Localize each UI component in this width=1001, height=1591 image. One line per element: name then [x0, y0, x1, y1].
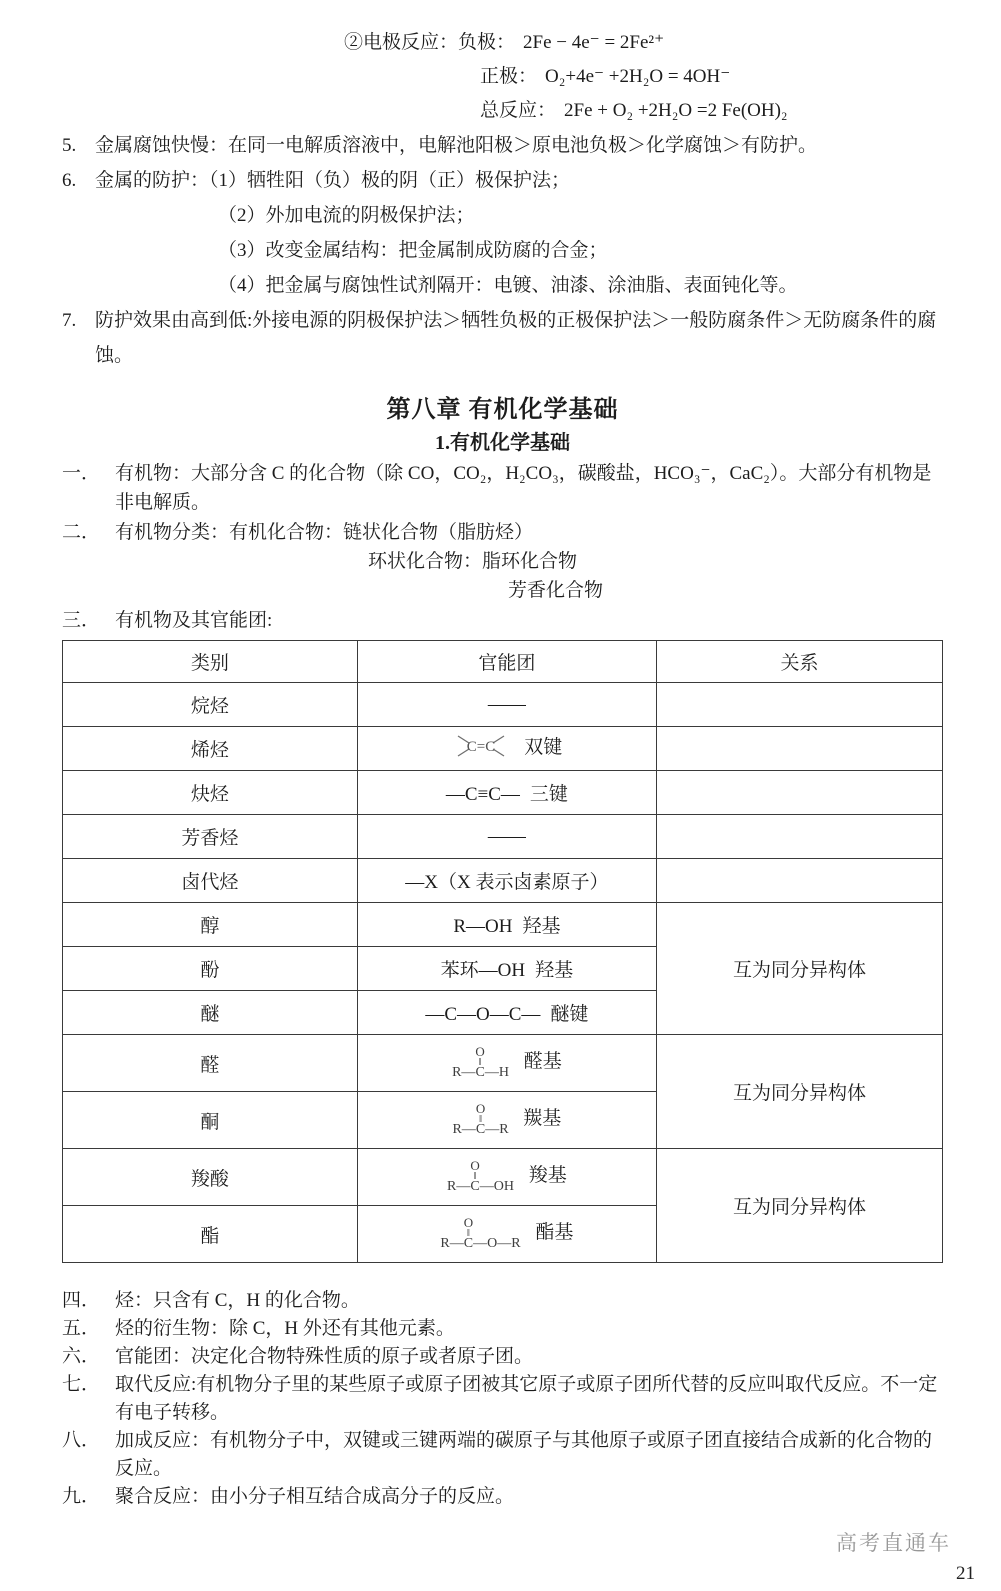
- list-item-organic-1: [62, 459, 943, 517]
- item-text: 有机物及其官能团:: [115, 610, 273, 631]
- item-number: 5.: [62, 135, 77, 156]
- electrode-reaction-positive: [480, 60, 943, 94]
- functional-group-text: —C—O—C—: [425, 1004, 541, 1025]
- functional-group-cell: [357, 1149, 656, 1206]
- item-text: 有机物：大部分含 C 的化合物（除 CO，CO₂，H₂CO₃，碳酸盐，HCO₃⁻，CaC₂）。大部分有机物是非电解质。: [115, 463, 932, 513]
- double-bond-symbol: ‖: [466, 1227, 470, 1240]
- positive-electrode-equation: O₂+4e⁻ +2H₂O = 4OH⁻: [545, 66, 731, 87]
- functional-group-cell: [357, 771, 656, 815]
- category-cell: 炔烃: [63, 771, 358, 815]
- functional-group-label: 酯基: [535, 1222, 574, 1244]
- page-number: 21: [956, 1563, 975, 1584]
- functional-group-cell: [357, 859, 656, 903]
- negative-electrode-equation: 2Fe − 4e⁻ = 2Fe²⁺: [523, 32, 665, 53]
- aldehyde-structural-formula: [452, 1045, 509, 1081]
- functional-group-label: 醛基: [523, 1051, 562, 1073]
- item-text: 防护效果由高到低:外接电源的阴极保护法＞牺牲负极的正极保护法＞一般防腐条件＞无防腐条件的腐蚀。: [95, 310, 937, 366]
- list-item-organic-3: [62, 606, 943, 635]
- functional-group-label: 羧基: [528, 1165, 567, 1187]
- total-reaction-label: 总反应：: [480, 100, 557, 121]
- formula-oxygen: O: [470, 1158, 480, 1174]
- category-cell: 烷烃: [63, 683, 358, 727]
- formula-left: R—: [452, 1065, 476, 1081]
- electrode-reactions-block: [344, 26, 943, 128]
- table-row-aromatic: [63, 815, 943, 859]
- col-header-relation: 关系: [656, 641, 942, 683]
- table-row-alkene: [63, 727, 943, 771]
- item-text: 烃：只含有 C，H 的化合物。: [115, 1290, 360, 1311]
- table-row-carboxylic-acid: [63, 1149, 943, 1206]
- item-text: 聚合反应：由小分子相互结合成高分子的反应。: [115, 1486, 515, 1507]
- item-text: 加成反应：有机物分子中，双键或三键两端的碳原子与其他原子或原子团直接结合成新的化合物的反应。: [115, 1430, 933, 1479]
- functional-group-label: 羰基: [523, 1108, 562, 1130]
- relation-cell: [656, 859, 942, 903]
- list-item-5-hydrocarbon-derivative: [62, 1315, 943, 1343]
- category-cell: 酚: [63, 947, 358, 991]
- functional-group-label: 三键: [529, 784, 568, 805]
- item-number: 二．: [62, 522, 101, 543]
- double-bond-symbol: ‖: [473, 1170, 477, 1183]
- formula-right: —H: [484, 1065, 509, 1081]
- relation-cell: [656, 727, 942, 771]
- classification-line-cyclic: 环状化合物：脂环化合物: [368, 551, 578, 572]
- item-text: 金属的防护：（1）牺牲阳（负）极的阴（正）极保护法；: [95, 170, 571, 191]
- list-item-6: [62, 163, 943, 198]
- category-cell: 醇: [63, 903, 358, 947]
- relation-cell: [656, 815, 942, 859]
- col-header-functional-group: 官能团: [357, 641, 656, 683]
- carbon-double-bond-structure-icon: [452, 731, 510, 767]
- list-item-9-polymerization: [62, 1483, 943, 1511]
- functional-group-cell: [357, 947, 656, 991]
- item-number: 四．: [62, 1290, 101, 1311]
- list-item-6-functional-group: [62, 1343, 943, 1371]
- item-number: 7.: [62, 310, 77, 331]
- item-text: 官能团：决定化合物特殊性质的原子或者原子团。: [115, 1346, 534, 1367]
- item-number: 六．: [62, 1346, 101, 1367]
- total-reaction: [480, 94, 943, 128]
- list-item-7-substitution: [62, 1371, 943, 1427]
- formula-left: R—: [452, 1122, 476, 1138]
- functional-group-cell: [357, 1206, 656, 1263]
- category-cell: 酯: [63, 1206, 358, 1263]
- formula-right: —O—R: [473, 1236, 521, 1252]
- item-text: 金属腐蚀快慢：在同一电解质溶液中，电解池阳极＞原电池负极＞化学腐蚀＞有防护。: [95, 135, 818, 156]
- item-text: 烃的衍生物：除 C，H 外还有其他元素。: [115, 1318, 455, 1339]
- negative-electrode-label: 负极：: [458, 32, 516, 53]
- list-item-6-sub-4: （4）把金属与腐蚀性试剂隔开：电镀、油漆、涂油脂、表面钝化等。: [218, 275, 798, 296]
- item-text: 取代反应:有机物分子里的某些原子或原子团被其它原子或原子团所代替的反应叫取代反应。不一定有电子转移。: [115, 1374, 938, 1423]
- relation-cell: [656, 771, 942, 815]
- table-row-halohydrocarbon: [63, 859, 943, 903]
- carboxyl-structural-formula: [447, 1159, 514, 1195]
- formula-carbon: C: [470, 1179, 480, 1195]
- formula-left: R—: [447, 1179, 471, 1195]
- item-number: 五．: [62, 1318, 101, 1339]
- category-cell: 卤代烃: [63, 859, 358, 903]
- category-cell: 醚: [63, 991, 358, 1035]
- ketone-structural-formula: [452, 1102, 508, 1138]
- item-number: 七．: [62, 1374, 101, 1395]
- positive-electrode-label: 正极：: [480, 66, 538, 87]
- formula-oxygen: O: [475, 1044, 485, 1060]
- functional-group-text: ——: [487, 825, 526, 847]
- functional-group-label: 羟基: [522, 916, 561, 937]
- relation-cell-isomers-2: 互为同分异构体: [656, 1035, 942, 1149]
- list-item-6-sub-2: （2）外加电流的阴极保护法；: [218, 205, 475, 226]
- electrode-reaction-negative: [344, 26, 943, 60]
- relation-cell: [656, 683, 942, 727]
- relation-cell-isomers-3: 互为同分异构体: [656, 1149, 942, 1263]
- functional-group-cell: [357, 727, 656, 771]
- list-item-4: [62, 1287, 943, 1315]
- functional-group-cell: [357, 991, 656, 1035]
- functional-group-label: 醚键: [550, 1004, 589, 1025]
- list-item-8-addition: [62, 1427, 943, 1483]
- functional-group-label: 羟基: [535, 960, 574, 981]
- formula-carbon: C: [475, 1065, 485, 1081]
- double-bond-symbol: ‖: [478, 1113, 483, 1126]
- functional-group-cell: [357, 1092, 656, 1149]
- item-number: 一．: [62, 463, 101, 484]
- formula-oxygen: O: [475, 1101, 486, 1117]
- category-cell: 酮: [63, 1092, 358, 1149]
- double-bond-text: C=C: [466, 738, 495, 755]
- item-number: 6.: [62, 170, 77, 191]
- category-cell: 芳香烃: [63, 815, 358, 859]
- formula-carbon: C: [475, 1122, 486, 1138]
- classification-line-aromatic: 芳香化合物: [508, 580, 604, 601]
- functional-group-label: 双键: [524, 736, 563, 758]
- formula-carbonyl-stack: [464, 1216, 473, 1252]
- list-item-6-sub-3: （3）改变金属结构：把金属制成防腐的合金；: [218, 240, 608, 261]
- functional-group-text: 苯环—OH: [440, 960, 526, 981]
- formula-carbonyl-stack: [476, 1102, 485, 1138]
- formula-carbon: C: [463, 1236, 474, 1252]
- functional-group-text: —C≡C—: [445, 784, 520, 805]
- category-cell: 烯烃: [63, 727, 358, 771]
- formula-right: —R: [485, 1122, 509, 1138]
- table-row-aldehyde: [63, 1035, 943, 1092]
- double-bond-symbol: ‖: [478, 1056, 482, 1069]
- functional-group-text: ——: [487, 693, 526, 715]
- functional-group-cell: [357, 1035, 656, 1092]
- ester-structural-formula: [440, 1216, 520, 1252]
- functional-group-text: R—OH: [453, 916, 513, 937]
- electrode-reaction-prefix: ②电极反应：: [344, 32, 459, 53]
- chapter-subtitle: 1.有机化学基础: [435, 432, 570, 454]
- formula-right: —OH: [479, 1179, 514, 1195]
- category-cell: 醛: [63, 1035, 358, 1092]
- list-item-7: [62, 303, 943, 373]
- table-row-alcohol: [63, 903, 943, 947]
- col-header-category: 类别: [63, 641, 358, 683]
- relation-cell-isomers-1: 互为同分异构体: [656, 903, 942, 1035]
- functional-group-cell: [357, 683, 656, 727]
- formula-carbonyl-stack: [475, 1045, 484, 1081]
- functional-group-text: —X（X 表示卤素原子）: [405, 872, 609, 893]
- list-item-5: [62, 128, 943, 163]
- formula-oxygen: O: [463, 1215, 474, 1231]
- item-text: 有机物分类：有机化合物：链状化合物（脂肪烃）: [115, 522, 534, 543]
- formula-left: R—: [440, 1236, 464, 1252]
- table-header-row: [63, 641, 943, 683]
- watermark-logo: 高考直通车: [836, 1532, 951, 1555]
- item-number: 八．: [62, 1430, 101, 1451]
- list-item-organic-2: [62, 518, 943, 547]
- table-row-alkane: [63, 683, 943, 727]
- functional-groups-table: [62, 640, 943, 1263]
- item-number: 三．: [62, 610, 101, 631]
- category-cell: 羧酸: [63, 1149, 358, 1206]
- formula-carbonyl-stack: [470, 1159, 479, 1195]
- chapter-title: 第八章 有机化学基础: [386, 397, 619, 423]
- item-number: 九．: [62, 1486, 101, 1507]
- functional-group-cell: [357, 903, 656, 947]
- table-row-alkyne: [63, 771, 943, 815]
- total-reaction-equation: 2Fe + O₂ +2H₂O =2 Fe(OH)₂: [564, 100, 788, 121]
- definitions-section: [62, 1287, 943, 1511]
- functional-group-cell: [357, 815, 656, 859]
